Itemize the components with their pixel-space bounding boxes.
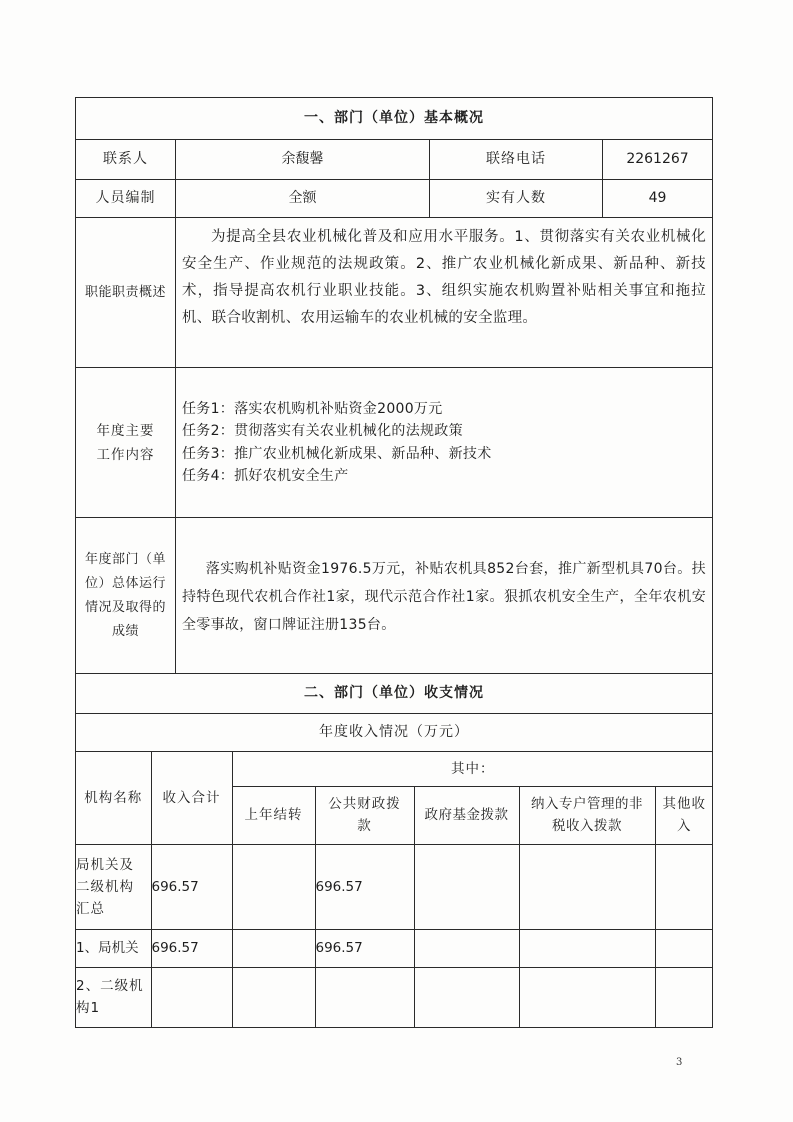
contact-label: 联系人 (76, 140, 176, 180)
income-table-cell (76, 752, 713, 1028)
duties-cell (176, 218, 713, 368)
public-finance-header-line-2: 款 (357, 818, 372, 834)
row-public-finance: 696.57 (315, 844, 414, 929)
duties-row (76, 218, 713, 368)
of-which-header: 其中： (232, 752, 713, 786)
table-row (76, 929, 713, 967)
results-text: 落实购机补贴资金1976.5万元，补贴农机具852台套，推广新型机具70台。扶持特色现代农机合作社1家，现代示范合作社1家。狠抓农机安全生产，全年农机安全零事故，窗口牌证注册135台。 (182, 560, 706, 633)
staffing-row (76, 180, 713, 218)
row-gov-fund (414, 929, 519, 967)
row-org-name-line: 汇总 (76, 900, 105, 917)
contact-value: 余馥馨 (176, 140, 430, 180)
staffing-value: 全额 (176, 180, 430, 218)
gov-fund-header: 政府基金拨款 (414, 786, 519, 844)
other-income-header-line-1: 其他收 (662, 796, 706, 812)
section1-header-row (76, 98, 713, 140)
results-label-cell (76, 518, 176, 674)
row-other-income (655, 967, 713, 1027)
results-cell (176, 518, 713, 674)
row-public-finance: 696.57 (315, 929, 414, 967)
income-table (76, 752, 713, 1027)
special-account-header-line-2: 税收入拨款 (552, 818, 622, 834)
public-finance-header (315, 786, 414, 844)
other-income-header (655, 786, 713, 844)
results-label-line-2: 位）总体运行 (84, 575, 166, 591)
row-org-name (76, 967, 151, 1027)
special-account-header-line-1: 纳入专户管理的非 (531, 796, 643, 812)
tasks-label-line-2: 工作内容 (96, 446, 155, 463)
section1-title: 一、部门（单位）基本概况 (76, 98, 713, 140)
row-other-income (655, 929, 713, 967)
contact-row (76, 140, 713, 180)
page-number: 3 (676, 1057, 683, 1068)
row-special-account (519, 967, 655, 1027)
income-table-row (76, 752, 713, 1028)
row-total: 696.57 (151, 929, 232, 967)
row-total: 696.57 (151, 844, 232, 929)
table-row (76, 844, 713, 929)
public-finance-header-line-1: 公共财政拨 (328, 796, 401, 812)
row-gov-fund (414, 844, 519, 929)
results-label-line-4: 成绩 (111, 623, 139, 639)
phone-value: 2261267 (603, 140, 713, 180)
table-row (76, 967, 713, 1027)
section2-title: 二、部门（单位）收支情况 (76, 674, 713, 714)
row-carryover (232, 929, 315, 967)
income-total-header: 收入合计 (151, 752, 232, 844)
other-income-header-line-2: 入 (677, 818, 692, 834)
task-item: 任务4：抓好农机安全生产 (182, 468, 349, 484)
actual-headcount-label: 实有人数 (430, 180, 603, 218)
results-label-line-3: 情况及取得的 (84, 599, 166, 615)
tasks-label-line-1: 年度主要 (96, 422, 155, 439)
budget-form-table (75, 97, 713, 1028)
row-gov-fund (414, 967, 519, 1027)
row-org-name-line: 二级机构 (76, 878, 134, 895)
org-name-header: 机构名称 (76, 752, 151, 844)
income-table-title: 年度收入情况（万元） (76, 714, 713, 752)
staffing-label: 人员编制 (76, 180, 176, 218)
special-account-header (519, 786, 655, 844)
task-list (176, 398, 712, 488)
row-org-name-line: 2、二级机 (76, 978, 144, 995)
duties-text: 为提高全县农业机械化普及和应用水平服务。1、贯彻落实有关农业机械化安全生产、作业规范的法规政策。2、推广农业机械化新成果、新品种、新技术，指导提高农机行业职业技能。3、组织实施农机购置补贴相关事宜和拖拉机、联合收割机、农用运输车的农业机械的安全监理。 (182, 229, 706, 326)
results-row (76, 518, 713, 674)
duties-label: 职能职责概述 (76, 218, 176, 368)
phone-label: 联络电话 (430, 140, 603, 180)
actual-headcount-value: 49 (603, 180, 713, 218)
row-org-name (76, 844, 151, 929)
row-carryover (232, 844, 315, 929)
row-org-name-line: 局机关及 (76, 856, 134, 873)
income-title-row (76, 714, 713, 752)
row-total (151, 967, 232, 1027)
tasks-cell (176, 368, 713, 518)
row-carryover (232, 967, 315, 1027)
tasks-row (76, 368, 713, 518)
row-special-account (519, 844, 655, 929)
row-org-name-line: 构1 (76, 1000, 101, 1017)
carryover-header: 上年结转 (232, 786, 315, 844)
task-item: 任务3：推广农业机械化新成果、新品种、新技术 (182, 445, 492, 462)
income-header-row-1 (76, 752, 713, 786)
section2-header-row (76, 674, 713, 714)
task-item: 任务1：落实农机购机补贴资金2000万元 (182, 400, 443, 417)
tasks-label-cell (76, 368, 176, 518)
row-public-finance (315, 967, 414, 1027)
results-label-line-1: 年度部门（单 (84, 551, 166, 567)
row-special-account (519, 929, 655, 967)
task-item: 任务2：贯彻落实有关农业机械化的法规政策 (182, 423, 463, 439)
row-other-income (655, 844, 713, 929)
row-org-name: 1、局机关 (76, 929, 151, 967)
